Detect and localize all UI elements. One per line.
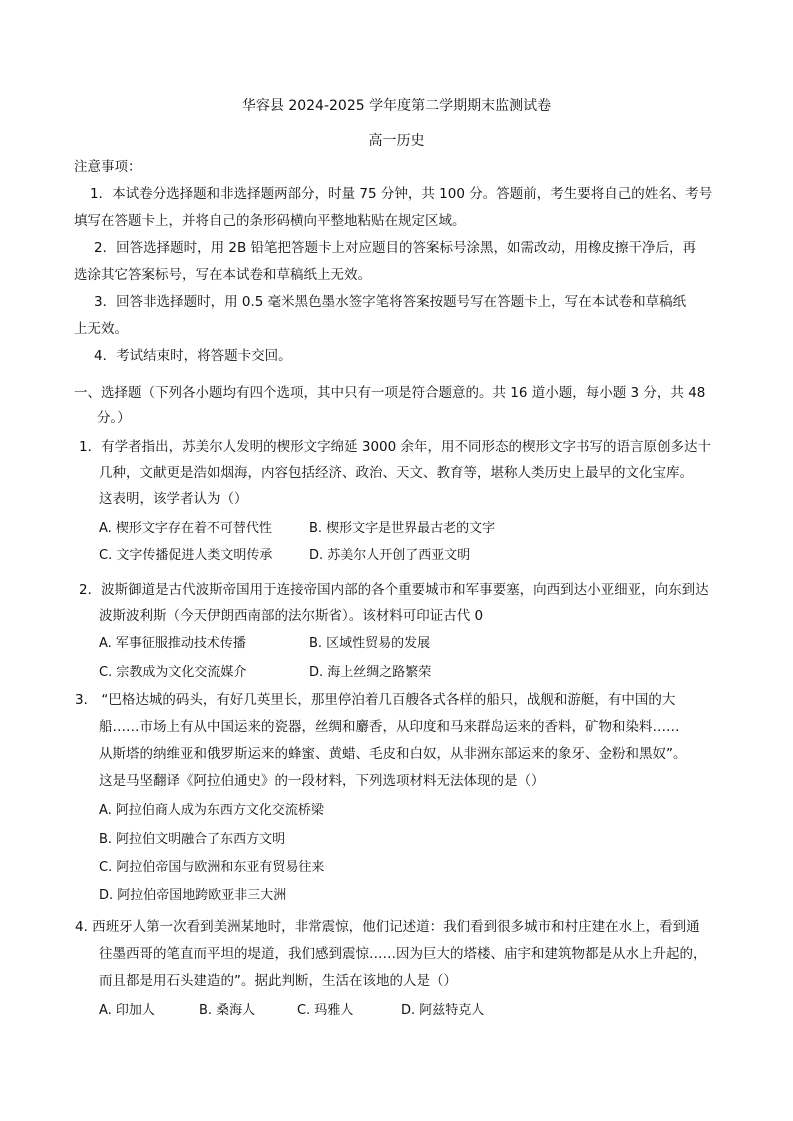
q3-stem-line-4: 这是马坚翻译《阿拉伯通史》的一段材料，下列选项材料无法体现的是（） xyxy=(99,773,545,789)
notice-item-1-line-2: 填写在答题卡上，并将自己的条形码横向平整地粘贴在规定区域。 xyxy=(74,213,466,229)
q3-stem-line-1: 3． “巴格达城的码头，有好几英里长，那里停泊着几百艘各式各样的船只，战舰和游艇，有中国的大 xyxy=(75,692,676,708)
q1-option-c[interactable]: C. 文字传播促进人类文明传承 xyxy=(99,548,273,563)
notice-item-1-line-1: 1．本试卷分选择题和非选择题两部分，时量 75 分钟，共 100 分。答题前，考生要将自己的姓名、考号 xyxy=(90,186,713,202)
q2-option-b[interactable]: B. 区域性贸易的发展 xyxy=(309,636,431,651)
exam-subject: 高一历史 xyxy=(368,133,425,149)
q1-option-a[interactable]: A. 楔形文字存在着不可替代性 xyxy=(99,521,272,536)
exam-title: 华容县 2024-2025 学年度第二学期期末监测试卷 xyxy=(241,98,552,114)
notice-item-3-line-2: 上无效。 xyxy=(74,321,128,337)
q4-option-b[interactable]: B. 桑海人 xyxy=(199,1003,256,1018)
notice-item-2-line-2: 选涂其它答案标号，写在本试卷和草稿纸上无效。 xyxy=(74,267,371,283)
q3-option-d[interactable]: D. 阿拉伯帝国地跨欧亚非三大洲 xyxy=(99,888,287,903)
q1-option-b[interactable]: B. 楔形文字是世界最古老的文字 xyxy=(309,521,496,536)
q1-stem-line-1: 1．有学者指出，苏美尔人发明的楔形文字绵延 3000 余年，用不同形态的楔形文字书写的语言原创多达十 xyxy=(79,439,712,455)
q4-option-d[interactable]: D. 阿兹特克人 xyxy=(401,1003,485,1018)
section-heading-line-1: 一、选择题（下列各小题均有四个选项，其中只有一项是符合题意的。共 16 道小题，每小题 3 分，共 48 xyxy=(74,385,706,401)
notice-label: 注意事项： xyxy=(74,159,142,175)
q1-option-d[interactable]: D. 苏美尔人开创了西亚文明 xyxy=(309,548,471,563)
q4-stem-line-1: 4. 西班牙人第一次看到美洲某地时，非常震惊，他们记述道：我们看到很多城市和村庄建在水上，看到通 xyxy=(75,919,700,935)
q2-option-c[interactable]: C. 宗教成为文化交流媒介 xyxy=(99,665,247,680)
q2-stem-line-2: 波斯波利斯（今天伊朗西南部的法尔斯省）。该材料可印证古代 0 xyxy=(99,608,484,624)
q4-option-a[interactable]: A. 印加人 xyxy=(99,1003,155,1018)
q3-option-c[interactable]: C. 阿拉伯帝国与欧洲和东亚有贸易往来 xyxy=(99,860,325,875)
notice-item-3-line-1: 3．回答非选择题时，用 0.5 毫米黑色墨水签字笔将答案按题号写在答题卡上，写在本试卷和草稿纸 xyxy=(94,294,687,310)
q1-stem-line-2: 几种，文献更是浩如烟海，内容包括经济、政治、天文、教育等，堪称人类历史上最早的文化宝库。 xyxy=(99,465,693,481)
q1-stem-line-3: 这表明，该学者认为（） xyxy=(99,491,248,507)
notice-item-2-line-1: 2．回答选择题时，用 2B 铅笔把答题卡上对应题目的答案标号涂黑，如需改动，用橡皮擦干净后，再 xyxy=(94,240,697,256)
notice-item-4: 4．考试结束时，将答题卡交回。 xyxy=(94,348,292,364)
section-heading-line-2: 分。） xyxy=(97,410,131,426)
q3-stem-line-2: 船……市场上有从中国运来的瓷器，丝绸和麝香，从印度和马来群岛运来的香料，矿物和染料…… xyxy=(99,719,680,735)
q4-stem-line-2: 往墨西哥的笔直而平坦的堤道，我们感到震惊……因为巨大的塔楼、庙宇和建筑物都是从水上升起的， xyxy=(99,946,707,962)
q4-option-c[interactable]: C. 玛雅人 xyxy=(297,1003,354,1018)
q3-option-a[interactable]: A. 阿拉伯商人成为东西方文化交流桥梁 xyxy=(99,803,324,818)
q2-stem-line-1: 2．波斯御道是古代波斯帝国用于连接帝国内部的各个重要城市和军事要塞，向西到达小亚细亚，向东到达 xyxy=(79,582,709,598)
q3-stem-line-3: 从斯塔的纳维亚和俄罗斯运来的蜂蜜、黄蜡、毛皮和白奴，从非洲东部运来的象牙、金粉和黑奴”。 xyxy=(99,746,687,762)
q2-option-d[interactable]: D. 海上丝绸之路繁荣 xyxy=(309,665,432,680)
q2-option-a[interactable]: A. 军事征服推动技术传播 xyxy=(99,636,246,651)
q3-option-b[interactable]: B. 阿拉伯文明融合了东西方文明 xyxy=(99,832,286,847)
q4-stem-line-3: 而且都是用石头建造的”。据此判断，生活在该地的人是（） xyxy=(99,973,457,989)
